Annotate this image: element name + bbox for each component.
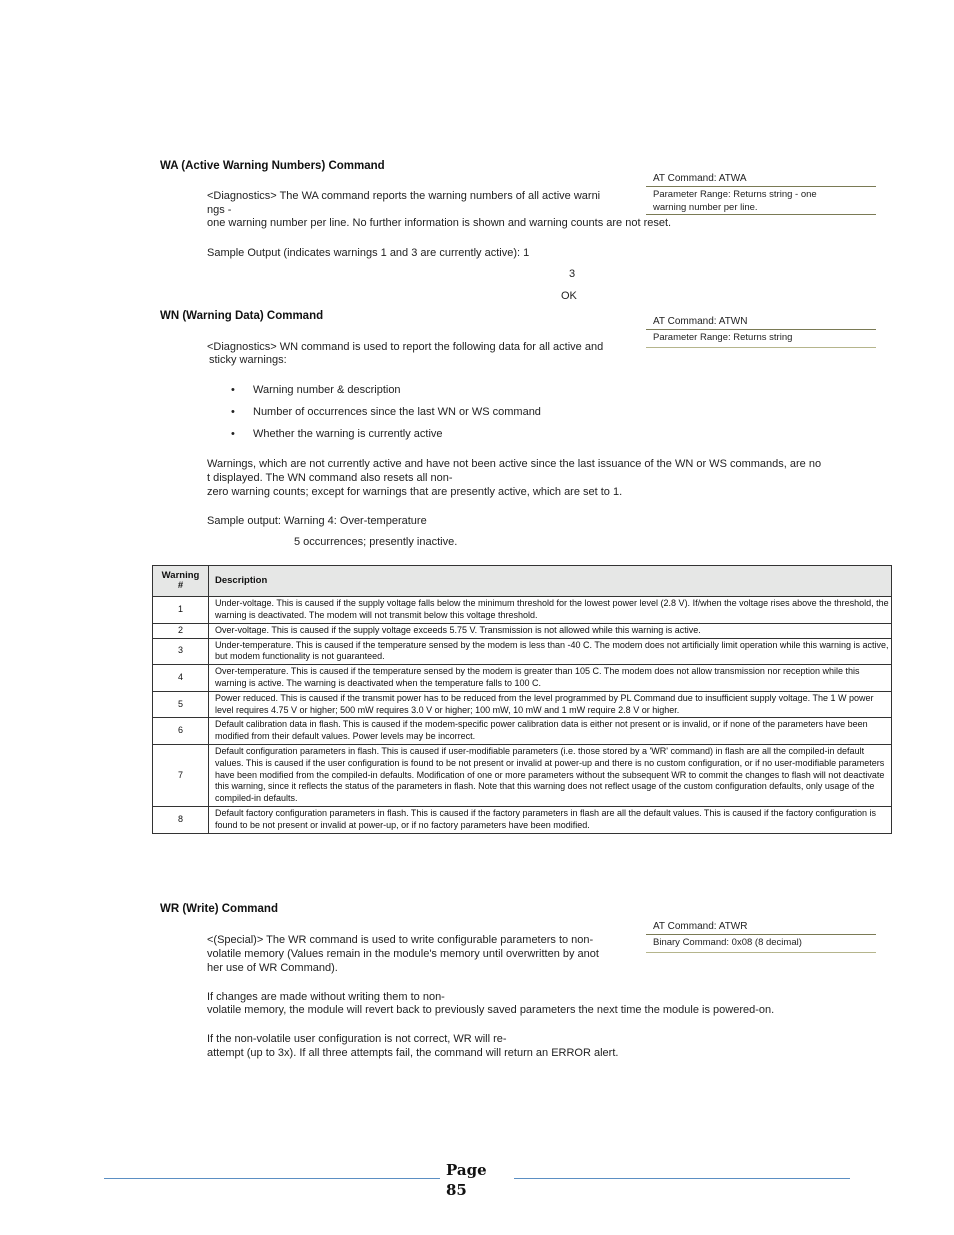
- warning-description: Over-voltage. This is caused if the supply voltage exceeds 5.75 V. Transmission is not allowed while this warning is active.: [209, 623, 892, 638]
- wr-binary-command: Binary Command: 0x08 (8 decimal): [653, 937, 802, 948]
- wr-command-box: [646, 921, 876, 953]
- wr-desc-line3: her use of WR Command).: [207, 962, 338, 974]
- footer-rule-left: [104, 1178, 440, 1179]
- wr-at-command: AT Command: ATWR: [653, 921, 748, 932]
- wa-desc-line3: one warning number per line. No further information is shown and warning counts are not reset.: [207, 217, 672, 229]
- warning-description: Default calibration data in flash. This is caused if the modem-specific power calibration data is either not present or is invalid, or if none of the parameters have been modified from their default values. Power levels may be incorrect.: [209, 718, 892, 745]
- footer-rule-right: [514, 1178, 850, 1179]
- wn-sample-line1: Sample output: Warning 4: Over-temperature: [207, 515, 427, 527]
- table-row: [153, 718, 892, 745]
- warning-number: 6: [153, 718, 209, 745]
- warning-table: [152, 565, 892, 834]
- table-row: [153, 665, 892, 692]
- wr-p3-line2: attempt (up to 3x). If all three attempts fail, the command will return an ERROR alert.: [207, 1047, 619, 1059]
- wr-desc-line1: <(Special)> The WR command is used to write configurable parameters to non-: [207, 934, 594, 946]
- page-number-value: 85: [446, 1181, 467, 1199]
- warning-description: Default factory configuration parameters in flash. This is caused if the factory parameters in flash are all the default values. This is caused if the factory configuration is found to be not present or invalid at power-up, or if no factory parameters have been modified.: [209, 806, 892, 833]
- wr-p2-line1: If changes are made without writing them to non-: [207, 991, 445, 1003]
- page-number: [446, 1160, 487, 1200]
- table-row: [153, 638, 892, 665]
- wn-para-line3: zero warning counts; except for warnings that are presently active, which are set to 1.: [207, 486, 623, 498]
- warning-number: 3: [153, 638, 209, 665]
- warning-number: 5: [153, 691, 209, 718]
- wr-desc-line2: volatile memory (Values remain in the module's memory until overwritten by anot: [207, 948, 599, 960]
- wn-para-line2: t displayed. The WN command also resets all non-: [207, 472, 453, 484]
- table-row: [153, 597, 892, 624]
- table-row: [153, 691, 892, 718]
- warning-description: Under-temperature. This is caused if the temperature sensed by the modem is less than -40 C. The modem does not artificially limit operation while this warning is active, but modem functionality is not guaranteed.: [209, 638, 892, 665]
- wn-at-command: AT Command: ATWN: [653, 316, 748, 327]
- wr-p2-line2: volatile memory, the module will revert back to previously saved parameters the next time the module is powered-on.: [207, 1004, 775, 1016]
- wa-sample-2: 3: [569, 268, 576, 280]
- wr-heading: WR (Write) Command: [160, 903, 278, 915]
- wn-para-line1: Warnings, which are not currently active and have not been active since the last issuance of the WN or WS commands, are no: [207, 458, 822, 470]
- warning-description: Over-temperature. This is caused if the temperature sensed by the modem is greater than 105 C. The modem does not allow transmission nor reception while this warning is active. The warning is deactivated when the temperature falls to 100 C.: [209, 665, 892, 692]
- table-header-row: [153, 566, 892, 597]
- wn-bullet-item: • Whether the warning is currently active: [231, 428, 443, 440]
- wa-sample-3: OK: [561, 290, 577, 302]
- wa-desc-line2: ngs -: [207, 204, 232, 216]
- wn-bullet-item: • Number of occurrences since the last WN or WS command: [231, 406, 541, 418]
- wr-p3-line1: If the non-volatile user configuration is not correct, WR will re-: [207, 1033, 507, 1045]
- warning-description: Under-voltage. This is caused if the supply voltage falls below the minimum threshold for the lowest power level (2.8 V). If/when the voltage rises above the threshold, the warning is deactivated. The modem will not transmit below this voltage threshold.: [209, 597, 892, 624]
- warning-number: 4: [153, 665, 209, 692]
- warning-description: Default configuration parameters in flash. This is caused if user-modifiable parameters (i.e. those stored by a 'WR' command) in flash are all the compiled-in default values. This is caused if the user configuration is found to be not present or invalid at power-up and there is no custom configuration, or if no user-modifiable parameters have been modified from the compiled-in defaults. Modification of one or more parameters without the subsequent WR to commit the changes to flash will not deactivate this warning, since it reflects the status of the parameters in flash. Note that this warning does not reflect usage of the custom configuration defaults, only usage of the compiled-in defaults.: [209, 744, 892, 806]
- warning-description: Power reduced. This is caused if the transmit power has to be reduced from the level programmed by PL Command due to insufficient supply voltage. The 1 W power level requires 4.75 V or higher; 500 mW requires 3.0 V or higher; 100 mW, 10 mW and 1 mW require 2.8 V or higher.: [209, 691, 892, 718]
- wa-param-line2: warning number per line.: [653, 201, 758, 213]
- table-row: [153, 744, 892, 806]
- wa-command-box: [646, 173, 876, 215]
- wn-bullet-item: • Warning number & description: [231, 384, 401, 396]
- page-label: Page: [446, 1161, 487, 1179]
- wn-sample-line2: 5 occurrences; presently inactive.: [294, 536, 458, 548]
- wa-desc-line1: <Diagnostics> The WA command reports the warning numbers of all active warni: [207, 190, 601, 202]
- wa-at-command: AT Command: ATWA: [653, 173, 747, 184]
- wn-desc-line1: <Diagnostics> WN command is used to report the following data for all active and: [207, 341, 604, 353]
- wa-sample: Sample Output (indicates warnings 1 and 3 are currently active): 1: [207, 247, 530, 259]
- col-warning-number: Warning #: [153, 566, 209, 597]
- table-row: [153, 623, 892, 638]
- warning-number: 8: [153, 806, 209, 833]
- wn-command-box: [646, 316, 876, 348]
- table-row: [153, 806, 892, 833]
- col-description: Description: [209, 566, 892, 597]
- wa-param-line1: Parameter Range: Returns string - one: [653, 189, 817, 200]
- wa-heading: WA (Active Warning Numbers) Command: [160, 160, 385, 172]
- warning-number: 7: [153, 744, 209, 806]
- warning-number: 1: [153, 597, 209, 624]
- warning-number: 2: [153, 623, 209, 638]
- wn-heading: WN (Warning Data) Command: [160, 310, 324, 322]
- wn-param-line1: Parameter Range: Returns string: [653, 332, 793, 343]
- wn-desc-line2: sticky warnings:: [209, 354, 287, 366]
